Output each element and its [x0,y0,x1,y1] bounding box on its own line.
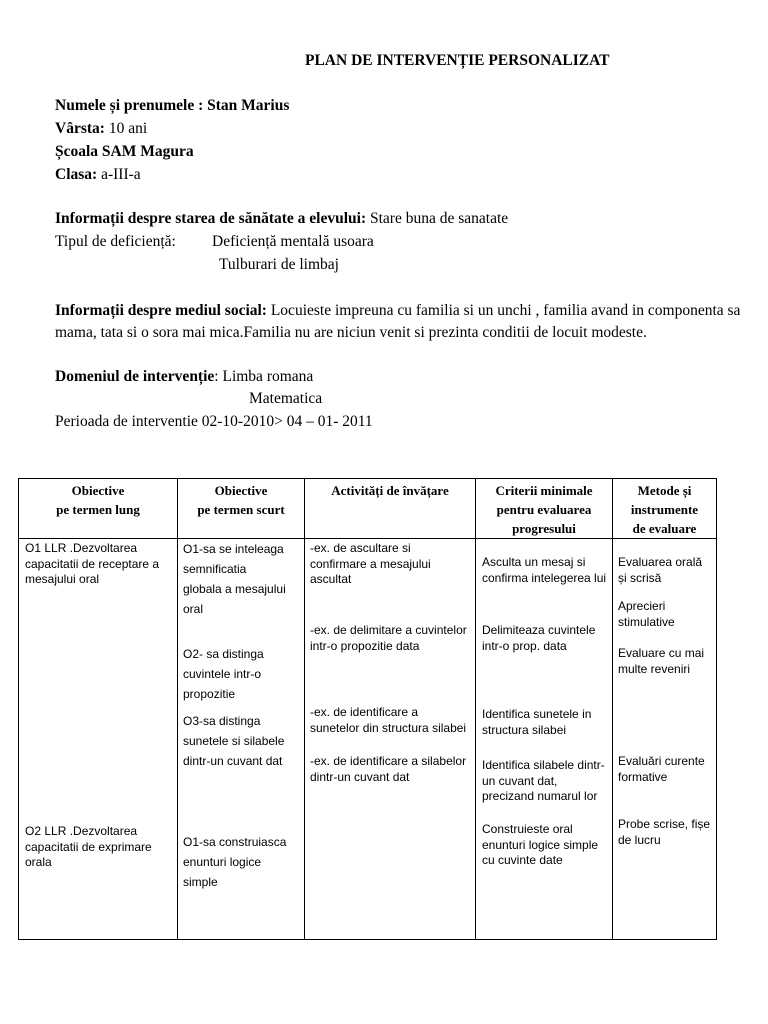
short-term-objective: O1-sa construiasca enunturi logice simple [183,835,287,889]
social-value: Locuieste impreuna cu familia si un unchi , familia avand in componenta sa mama, tata si o sora mai mica.Familia nu are niciun venit si prezinta conditii de locuit modeste. [55,302,741,341]
cell-long-term [19,539,178,940]
header-short-term: Obiective pe termen scurt [178,479,305,539]
student-class [55,166,141,184]
health-value: Stare buna de sanatate [366,210,509,227]
table-header-row [19,479,717,539]
domain-value-2: Matematica [249,390,323,407]
deficiency-2: Tulburari de limbaj [219,256,339,273]
progress-criterion: Identifica silabele dintr-un cuvant dat, precizand numarul lor [482,758,605,803]
class-label: Clasa: [55,166,98,183]
progress-criterion: Identifica sunetele in structura silabei [482,707,592,737]
header-activities: Activități de învățare [305,479,476,539]
cell-criteria [476,539,613,940]
evaluation-method: Aprecieri stimulative [618,599,675,629]
social-label: Informații despre mediul social: [55,302,267,319]
health-info [55,210,508,228]
age-value: 10 ani [104,120,148,137]
short-term-objective: O2- sa distinga cuvintele intr-o propozitie [183,647,264,701]
progress-criterion: Asculta un mesaj si confirma intelegerea lui [482,555,607,585]
learning-activity: -ex. de ascultare si confirmare a mesajului ascultat [310,541,431,586]
long-term-objective: O1 LLR .Dezvoltarea capacitatii de receptare a mesajului oral [25,541,160,586]
student-school: Școala SAM Magura [55,143,194,160]
header-methods: Metode și instrumente de evaluare [613,479,717,539]
intervention-period: Perioada de interventie 02-10-2010> 04 – 01- 2011 [55,413,373,430]
deficiency-1: Deficiență mentală usoara [212,233,374,250]
class-value: a-III-a [97,166,141,183]
long-term-objective: O2 LLR .Dezvoltarea capacitatii de exprimare orala [25,824,152,869]
domain-value-1: : Limba romana [214,368,314,385]
document-title: PLAN DE INTERVENȚIE PERSONALIZAT [305,52,610,69]
learning-activity: -ex. de delimitare a cuvintelor intr-o propozitie data [310,623,467,653]
cell-activities [305,539,476,940]
evaluation-method: Probe scrise, fișe de lucru [618,817,711,847]
learning-activity: -ex. de identificare a sunetelor din structura silabei [310,705,467,735]
cell-short-term [178,539,305,940]
header-long-term: Obiective pe termen lung [19,479,178,539]
social-info [55,300,755,344]
table-row [19,539,717,940]
student-name: Numele și prenumele : Stan Marius [55,97,290,114]
cell-methods [613,539,717,940]
short-term-objective: O1-sa se inteleaga semnificatia globala a mesajului oral [183,542,286,616]
health-label: Informații despre starea de sănătate a elevului: [55,210,367,227]
domain-label: Domeniul de intervenție [55,368,215,385]
short-term-objective: O3-sa distinga sunetele si silabele dintr-un cuvant dat [183,714,285,768]
student-age [55,120,147,138]
intervention-table [18,478,717,940]
progress-criterion: Delimiteaza cuvintele intr-o prop. data [482,623,596,653]
age-label: Vârsta: [55,120,105,137]
progress-criterion: Construieste oral enunturi logice simple cu cuvinte date [482,822,599,867]
evaluation-method: Evaluări curente formative [618,754,705,784]
header-criteria: Criterii minimale pentru evaluarea progresului [476,479,613,539]
intervention-domain [55,368,313,386]
learning-activity: -ex. de identificare a silabelor dintr-un cuvant dat [310,754,467,784]
deficiency-label: Tipul de deficiență: [55,233,176,250]
evaluation-method: Evaluarea orală și scrisă [618,555,703,585]
evaluation-method: Evaluare cu mai multe reveniri [618,646,705,676]
